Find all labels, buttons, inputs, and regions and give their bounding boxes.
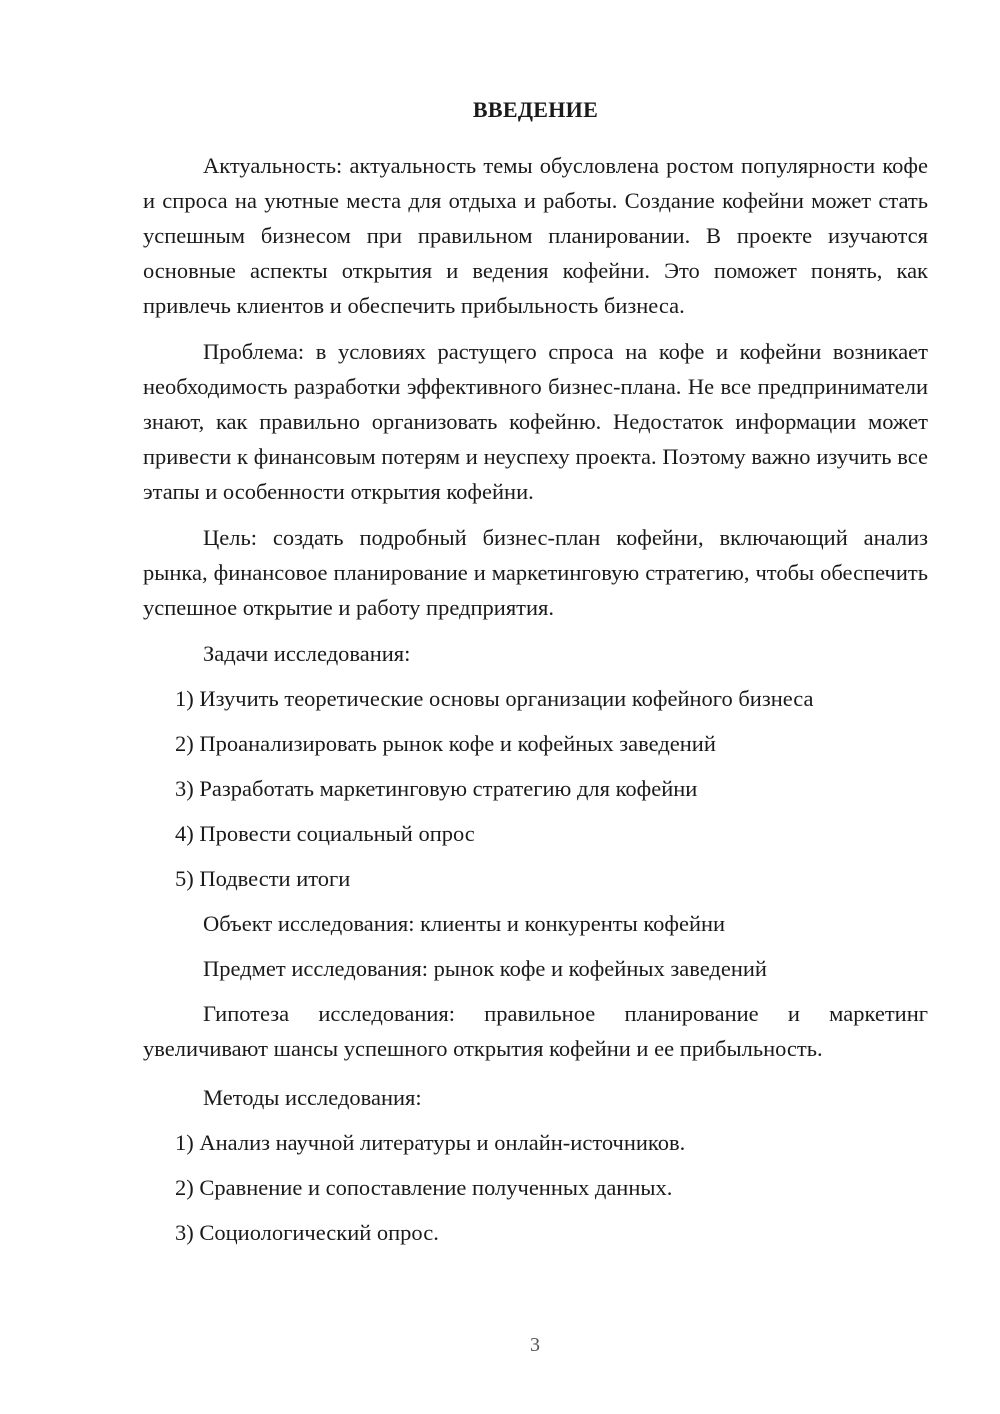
task-item: 2) Проанализировать рынок кофе и кофейных заведений xyxy=(175,731,716,756)
goal-paragraph: Цель: создать подробный бизнес-план кофейни, включающий анализ рынка, финансовое планирование и маркетинговую стратегию, чтобы обеспечить успешное открытие и работу предприятия. xyxy=(143,525,928,620)
method-item: 3) Социологический опрос. xyxy=(175,1220,439,1245)
tasks-heading: Задачи исследования: xyxy=(203,641,411,666)
method-item: 2) Сравнение и сопоставление полученных данных. xyxy=(175,1175,673,1200)
task-item: 4) Провести социальный опрос xyxy=(175,821,475,846)
task-item: 1) Изучить теоретические основы организации кофейного бизнеса xyxy=(175,686,814,711)
document-page xyxy=(143,90,928,1260)
research-object: Объект исследования: клиенты и конкуренты кофейни xyxy=(203,911,726,936)
relevance-paragraph: Актуальность: актуальность темы обусловлена ростом популярности кофе и спроса на уютные места для отдыха и работы. Создание кофейни может стать успешным бизнесом при правильном планировании. В проекте изучаются основные аспекты открытия и ведения кофейни. Это поможет понять, как привлечь клиентов и обеспечить прибыльность бизнеса. xyxy=(143,153,928,318)
hypothesis-paragraph: Гипотеза исследования: правильное планирование и маркетинг увеличивают шансы успешного открытия кофейни и ее прибыльность. xyxy=(143,1001,928,1061)
methods-heading: Методы исследования: xyxy=(203,1085,422,1110)
section-title: ВВЕДЕНИЕ xyxy=(472,97,599,122)
method-item: 1) Анализ научной литературы и онлайн-источников. xyxy=(175,1130,686,1155)
task-item: 5) Подвести итоги xyxy=(175,866,351,891)
research-subject: Предмет исследования: рынок кофе и кофейных заведений xyxy=(203,956,767,981)
task-item: 3) Разработать маркетинговую стратегию для кофейни xyxy=(175,776,698,801)
page-number: 3 xyxy=(530,1334,540,1356)
problem-paragraph: Проблема: в условиях растущего спроса на кофе и кофейни возникает необходимость разработки эффективного бизнес-плана. Не все предприниматели знают, как правильно организовать кофейню. Недостаток информации может привести к финансовым потерям и неуспеху проекта. Поэтому важно изучить все этапы и особенности открытия кофейни. xyxy=(143,339,928,504)
